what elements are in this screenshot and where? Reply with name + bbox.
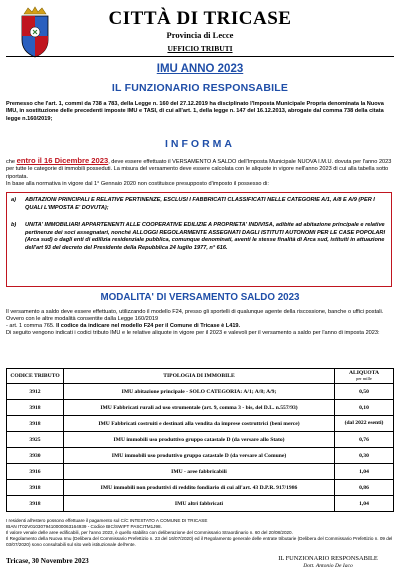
table-row <box>7 432 394 448</box>
payment-p3: Di seguito vengono indicati i codici tributo IMU e le relative aliquote in vigore per il 2023 e valevoli per il versamento a saldo per l'anno di imposta 2023: <box>6 330 380 336</box>
table-header-row <box>7 369 394 384</box>
informa-paragraph <box>6 157 394 189</box>
signature-role: IL FUNZIONARIO RESPONSABILE <box>278 555 378 562</box>
table-cell-code: 3918 <box>7 416 64 432</box>
municipality-code-note: Il codice da indicare nel modello F24 per il Comune di Tricase è L419. <box>56 323 241 329</box>
imu-year-heading: IMU ANNO 2023 <box>156 63 244 75</box>
tax-codes-table <box>6 368 394 512</box>
header-type: TIPOLOGIA DI IMMOBILE <box>64 369 335 384</box>
informa-post: , deve essere effettuato il VERSAMENTO A SALDO dell'Imposta Municipale NUOVA I.M.U. dovuta per l'anno 2023 per tutte le categorie di immobili posseduti. La misura del versamento deve essere calcolata con le aliquote in vigore nell'anno 2023 di cui alla tabella sotto riportata. <box>6 159 392 180</box>
table-cell-code: 3918 <box>7 496 64 512</box>
table-cell-code: 3930 <box>7 448 64 464</box>
exemption-item-text: UNITA' IMMOBILIARI APPARTENENTI ALLE COOPERATIVE EDILIZIE A PROPRIETA' INDIVISA, adibite ad abitazione principale e relative pertinenze dei soci assegnatari, nonché ALLOGGI REGOLARMENTE ASSEGNATI DAGLI ISTITUTI AUTONOMI PER LE CASE POPOLARI (Arca sud) o dagli enti di edilizia residenziale pubblica, comunque denominati, aventi le stesse finalità di Arca sud, istituiti in attuazione dell'art 93 del decreto del Presidente della Repubblica 24 luglio 1977, n° 616. <box>25 222 386 251</box>
header-aliquota <box>335 369 394 384</box>
table-cell-rate: 0,86 <box>335 480 394 496</box>
table-row <box>7 464 394 480</box>
table-cell-code: 3918 <box>7 400 64 416</box>
header-divider <box>6 56 394 57</box>
signature-name: Dott. Antonio De Iaco <box>303 563 353 569</box>
table-cell-rate: (dal 2022 esenti) <box>335 416 394 432</box>
payment-p2: - art. 1 comma 765. <box>6 323 55 329</box>
exemption-box <box>6 192 392 287</box>
header-aliquota-unit: per mille <box>356 376 372 381</box>
table-row <box>7 400 394 416</box>
table-row <box>7 416 394 432</box>
payment-p1: Il versamento a saldo deve essere effettuato, utilizzando il modello F24, presso gli sportelli di qualunque agente della riscossione, banche o uffici postali. Ovvero con le altre modalità consentite dalla Legge 160/2019 <box>6 309 384 322</box>
informa-pre: che <box>6 159 16 165</box>
province-label: Provincia di Lecce <box>166 30 234 40</box>
table-cell-rate: 0,10 <box>335 400 394 416</box>
table-row <box>7 384 394 400</box>
table-cell-type: IMU immobili non produttivi di reddito fondiario di cui all'art. 43 D.P.R. 917/1986 <box>64 480 335 496</box>
payment-methods-paragraph <box>6 309 394 337</box>
table-cell-code: 3918 <box>7 480 64 496</box>
city-title: CITTÀ DI TRICASE <box>108 8 292 29</box>
table-row <box>7 480 394 496</box>
table-cell-type: IMU abitazione principale - SOLO CATEGORIA: A/1; A/8; A/9; <box>64 384 335 400</box>
signature-block <box>268 555 388 569</box>
footer-line: I residenti all'estero possono effettuare il pagamento sul C/C INTESTATO A COMUNE DI TRICASE <box>6 518 208 523</box>
table-cell-rate: 1,04 <box>335 464 394 480</box>
office-label: UFFICIO TRIBUTI <box>167 44 233 53</box>
table-cell-rate: 1,04 <box>335 496 394 512</box>
table-cell-code: 3912 <box>7 384 64 400</box>
place-date: Tricase, 30 Novembre 2023 <box>6 557 89 565</box>
exemption-item <box>11 197 387 212</box>
table-cell-type: IMU Fabbricati rurali ad uso strumentale (art. 9, comma 3 - bis, del D.L. n.557/93) <box>64 400 335 416</box>
table-cell-rate: 0,30 <box>335 448 394 464</box>
table-row <box>7 448 394 464</box>
table-cell-type: IMU - aree fabbricabili <box>64 464 335 480</box>
officer-heading: IL FUNZIONARIO RESPONSABILE <box>111 82 289 94</box>
payment-methods-heading: MODALITA' DI VERSAMENTO SALDO 2023 <box>100 292 300 303</box>
table-cell-type: IMU altri fabbricati <box>64 496 335 512</box>
footer-line: Il valore venale delle aree edificabili, per l'anno 2023, è quello stabilito con deliberazione del Commissario Straordinario n. 60 del 20/08/2020. <box>6 530 293 536</box>
table-cell-code: 3916 <box>7 464 64 480</box>
exemption-item-label: a) <box>11 197 16 203</box>
header-aliquota-label: ALIQUOTA <box>348 370 380 376</box>
table-cell-type: IMU immobili uso produttivo gruppo catastale D (da versare al Comune) <box>64 448 335 464</box>
table-row <box>7 496 394 512</box>
table-cell-rate: 0,76 <box>335 432 394 448</box>
footer-line: IBAN IT02V0103079410000063164939 - Codice BIC/SWIFT PASCITM1J98. <box>6 524 162 530</box>
table-cell-type: IMU Fabbricati costruiti e destinati alla vendita da imprese costruttrici (beni merce) <box>64 416 335 432</box>
exemption-item-text: ABITAZIONI PRINCIPALI E RELATIVE PERTINENZE, ESCLUSI I FABBRICATI CLASSIFICATI NELLE CATEGORIE A/1, A/8 E A/9 (PER I QUALI L'IMPOSTA E' DOVUTA); <box>25 197 375 211</box>
deadline-text: entro il 16 Dicembre 2023 <box>16 156 109 165</box>
header-code: CODICE TRIBUTO <box>7 369 64 384</box>
exemption-item-label: b) <box>11 222 17 228</box>
premise-paragraph: Premesso che l'art. 1, commi da 738 a 783, della Legge n. 160 del 27.12.2019 ha disciplinato l'Imposta Municipale Propria denominata la Nuova IMU, in sostituzione delle precedenti imposte IMU e TASI, di cui all'art. 1, della legge n. 147 del 16.12.2013, abrogate dal comma 738 della citata legge n.160/2019; <box>6 101 384 122</box>
table-cell-code: 3925 <box>7 432 64 448</box>
informa-heading: INFORMA <box>165 138 235 150</box>
exemption-item <box>11 222 387 252</box>
footer-notes <box>6 518 394 548</box>
footer-line: Il Regolamento della Nuova Imu (Delibera del Commissario Prefettizio n. 23 del 16/07/2020) ed il Regolamento generale delle entrate tributarie (Delibera del Commissario Prefettizio n. 09 del 03/07/2020) sono consultabili sul sito web istituzionale dell'ente. <box>6 536 393 548</box>
exemption-intro: In base alla normativa in vigore dal 1° Gennaio 2020 non costituisce presupposto d'imposto il possesso di: <box>6 181 269 188</box>
table-cell-type: IMU immobili uso produttivo gruppo catastale D (da versare allo Stato) <box>64 432 335 448</box>
table-cell-rate: 0,50 <box>335 384 394 400</box>
